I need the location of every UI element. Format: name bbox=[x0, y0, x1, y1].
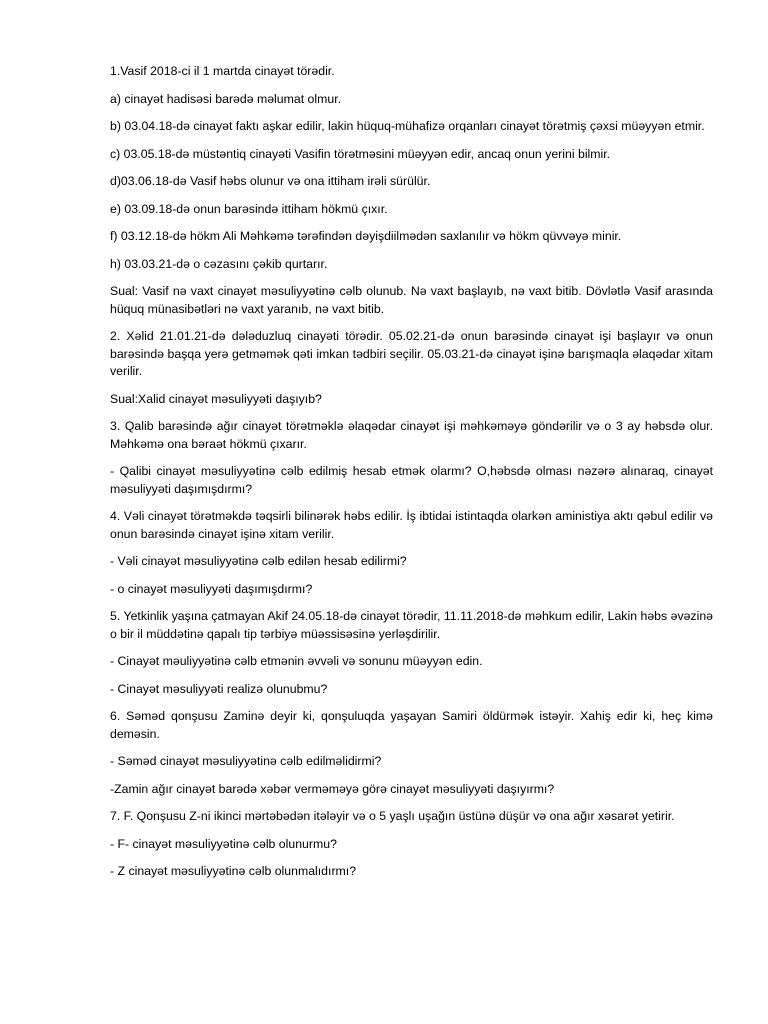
case-1-item-d: d)03.06.18-də Vasif həbs olunur və ona ittiham irəli sürülür. bbox=[110, 174, 431, 188]
case-3-question: - Qalibi cinayət məsuliyyətinə cəlb edilmiş hesab etmək olarmı? O,həbsdə olması nəzərə alınaraq, cinayət məsuliyyəti daşımışdırmı? bbox=[110, 464, 713, 496]
case-7-question-2: - Z cinayət məsuliyyətinə cəlb olunmalıdırmı? bbox=[110, 864, 357, 878]
case-7-question-1: - F- cinayət məsuliyyətinə cəlb olunurmu? bbox=[110, 836, 337, 851]
document-body bbox=[110, 63, 713, 891]
case-6-text: 6. Səməd qonşusu Zaminə deyir ki, qonşuluqda yaşayan Samiri öldürmək istəyir. Xahiş edir ki, heç kimə deməsin. bbox=[110, 709, 713, 741]
case-4-question-2: - o cinayət məsuliyyəti daşımışdırmı? bbox=[110, 581, 313, 596]
case-3-text: 3. Qalib barəsində ağır cinayət törətməklə əlaqədar cinayət işi məhkəməyə göndərilir və o 3 ay həbsdə olur. Məhkəmə ona bəraət hökmü çıxarır. bbox=[110, 419, 713, 451]
case-7-text: 7. F. Qonşusu Z-ni ikinci mərtəbədən itələyir və o 5 yaşlı uşağın üstünə düşür və ona ağır xəsarət yetirir. bbox=[110, 809, 675, 823]
case-1-item-a: a) cinayət hadisəsi barədə məlumat olmur. bbox=[110, 91, 342, 106]
case-1-item-h: h) 03.03.21-də o cəzasını çəkib qurtarır. bbox=[110, 256, 328, 271]
case-5-question-1: - Cinayət məuliyyətinə cəlb etmənin əvvəli və sonunu müəyyən edin. bbox=[110, 654, 483, 668]
case-6-question-1: - Səməd cinayət məsuliyyətinə cəlb edilməlidirmi? bbox=[110, 754, 382, 768]
case-4-text: 4. Vəli cinayət törətməkdə təqsirli bilinərək həbs edilir. İş ibtidai istintaqda olarkən aministiya aktı qəbul edilir və onun barəsində cinayət işinə xitam verilir. bbox=[110, 509, 713, 541]
case-1-item-e: e) 03.09.18-də onun barəsində ittiham hökmü çıxır. bbox=[110, 201, 388, 216]
case-2-question: Sual:Xalid cinayət məsuliyyəti daşıyıb? bbox=[110, 391, 322, 406]
case-2-text: 2. Xəlid 21.01.21-də dələduzluq cinayəti törədir. 05.02.21-də onun barəsində cinayət işi başlayır və onun barəsində başqa yerə getməmək qəti imkan tədbiri seçilir. 05.03.21-də cinayət işinə barışmaqla əlaqədar xitam verilir. bbox=[110, 329, 713, 378]
case-1-item-f: f) 03.12.18-də hökm Ali Məhkəmə tərəfindən dəyişdiilmədən saxlanılır və hökm qüvvəyə minir. bbox=[110, 229, 622, 243]
case-1-item-b: b) 03.04.18-də cinayət faktı aşkar edilir, lakin hüquq-mühafizə orqanları cinayət törətmiş çəxsi müəyyən etmir. bbox=[110, 119, 705, 133]
case-4-question-1: - Vəli cinayət məsuliyyətinə cəlb edilən hesab edilirmi? bbox=[110, 554, 407, 568]
case-1-heading: 1.Vasif 2018-ci il 1 martda cinayət törədir. bbox=[110, 64, 335, 78]
case-1-item-c: c) 03.05.18-də müstəntiq cinayəti Vasifin törətməsini müəyyən edir, ancaq onun yerini bilmir. bbox=[110, 146, 611, 161]
case-5-question-2: - Cinayət məsuliyyəti realizə olunubmu? bbox=[110, 681, 328, 696]
case-5-text: 5. Yetkinlik yaşına çatmayan Akif 24.05.18-də cinayət törədir, 11.11.2018-də məhkum edilir, Lakin həbs əvəzinə o bir il müddətinə qapalı tip tərbiyə müəssisəsinə yerləşdirilir. bbox=[110, 609, 713, 641]
case-6-question-2: -Zamin ağır cinayət barədə xəbər verməməyə görə cinayət məsuliyyəti daşıyırmı? bbox=[110, 781, 555, 796]
case-1-question: Sual: Vasif nə vaxt cinayət məsuliyyətinə cəlb olunub. Nə vaxt başlayıb, nə vaxt bitib. Dövlətlə Vasif arasında hüquq münasibətləri nə vaxt yaranıb, nə vaxt bitib. bbox=[110, 284, 713, 316]
